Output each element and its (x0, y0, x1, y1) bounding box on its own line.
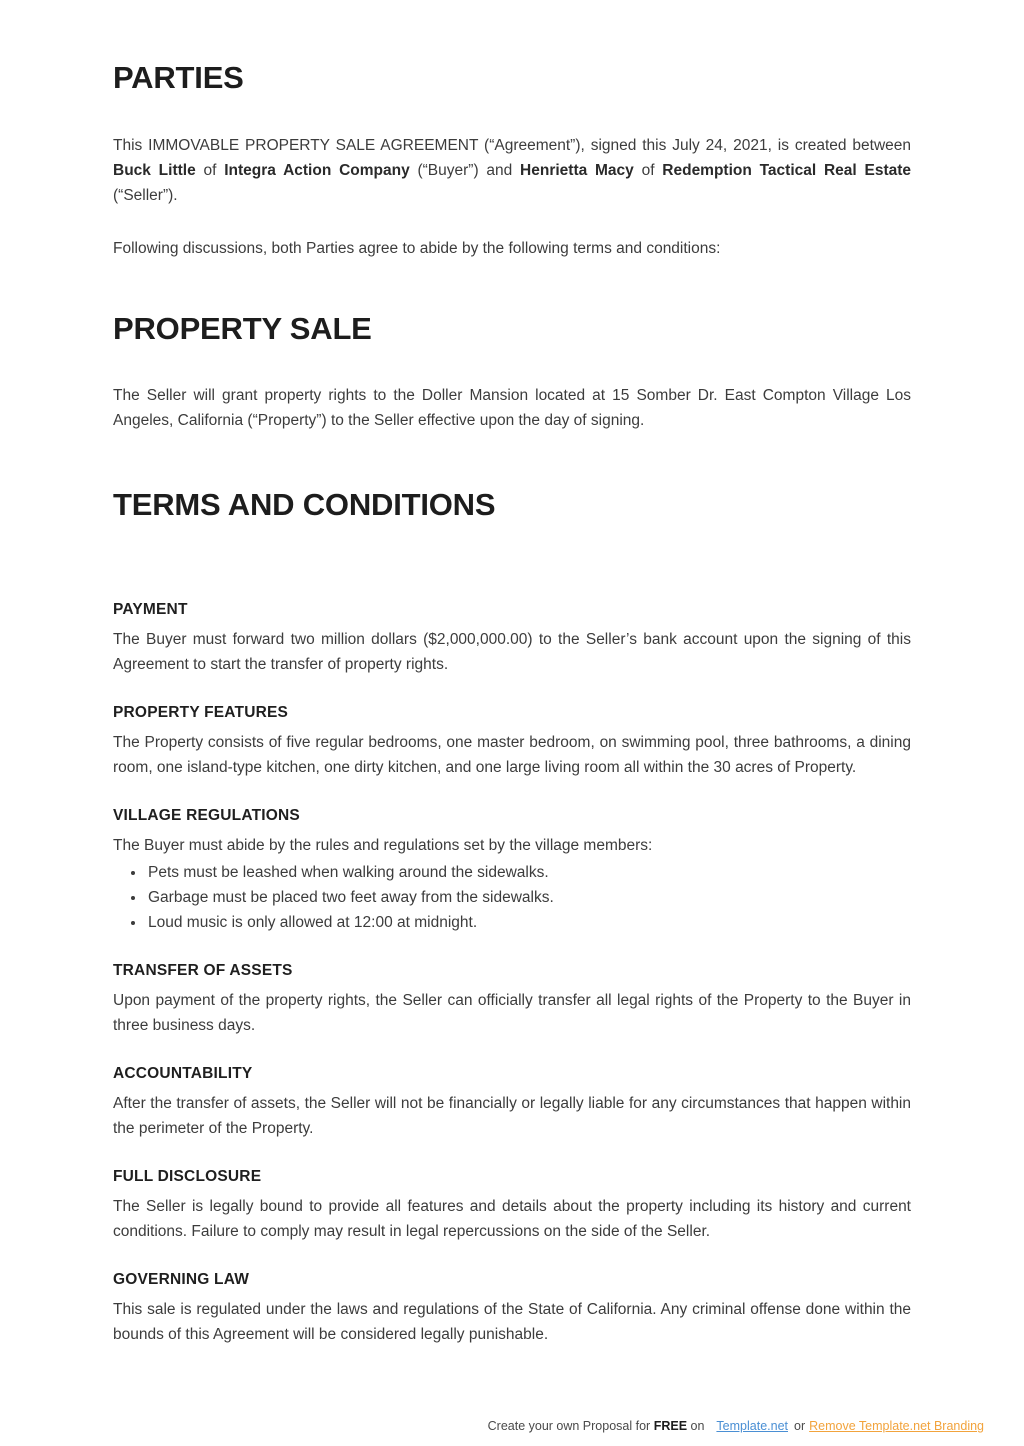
term-governing-law (113, 1271, 911, 1347)
term-title-full-disclosure: FULL DISCLOSURE (113, 1168, 262, 1185)
term-title-governing-law: GOVERNING LAW (113, 1271, 250, 1288)
buyer-company: Integra Action Company (224, 162, 410, 179)
remove-branding-link[interactable]: Remove Template.net Branding (809, 1419, 984, 1433)
intro-segment: of (195, 162, 225, 179)
regulation-item: • Pets must be leashed when walking around the sidewalks. (146, 860, 911, 885)
term-body-village-regulations: The Buyer must abide by the rules and regulations set by the village members: (113, 837, 653, 854)
term-transfer-of-assets (113, 962, 911, 1038)
term-body-transfer-of-assets: Upon payment of the property rights, the Seller can officially transfer all legal rights of the Property to the Buyer in three business days. (113, 992, 911, 1034)
term-village-regulations (113, 807, 911, 935)
village-regulations-list (113, 860, 911, 935)
intro-segment: (“Seller”). (113, 187, 178, 204)
parties-intro-paragraph (113, 133, 911, 208)
term-payment (113, 601, 911, 677)
term-accountability (113, 1065, 911, 1141)
intro-segment: This IMMOVABLE PROPERTY SALE AGREEMENT (“Agreement”), signed this July 24, 2021, is created between (113, 137, 911, 154)
term-body-governing-law: This sale is regulated under the laws and regulations of the State of California. Any criminal offense done within the bounds of this Agreement will be considered legally punishable. (113, 1301, 911, 1343)
seller-name: Henrietta Macy (520, 162, 634, 179)
footer-or-text: or (794, 1419, 806, 1433)
term-body-full-disclosure: The Seller is legally bound to provide all features and details about the property including its history and current conditions. Failure to comply may result in legal repercussions on the side of the Seller. (113, 1198, 911, 1240)
seller-company: Redemption Tactical Real Estate (662, 162, 912, 179)
buyer-name: Buck Little (113, 162, 196, 179)
footer-free-label: FREE (653, 1419, 688, 1433)
regulation-item: • Garbage must be placed two feet away from the sidewalks. (146, 885, 911, 910)
term-title-transfer-of-assets: TRANSFER OF ASSETS (113, 962, 293, 979)
term-property-features (113, 704, 911, 780)
template-net-link[interactable]: Template.net (716, 1419, 788, 1433)
term-body-payment: The Buyer must forward two million dollars ($2,000,000.00) to the Seller’s bank account upon the signing of this Agreement to start the transfer of property rights. (113, 631, 911, 673)
term-title-accountability: ACCOUNTABILITY (113, 1065, 253, 1082)
footer-text-prefix: Create your own Proposal for (487, 1419, 654, 1433)
intro-segment: of (633, 162, 663, 179)
property-sale-paragraph: The Seller will grant property rights to the Doller Mansion located at 15 Somber Dr. East Compton Village Los Angeles, California (“Property”) to the Seller effective upon the day of signing. (113, 387, 911, 429)
regulation-item: • Loud music is only allowed at 12:00 at midnight. (146, 910, 911, 935)
parties-heading: PARTIES (113, 60, 244, 95)
property-sale-heading: PROPERTY SALE (113, 311, 372, 346)
term-title-property-features: PROPERTY FEATURES (113, 704, 289, 721)
term-full-disclosure (113, 1168, 911, 1244)
parties-followup-paragraph: Following discussions, both Parties agree to abide by the following terms and conditions: (113, 240, 721, 257)
term-body-property-features: The Property consists of five regular bedrooms, one master bedroom, on swimming pool, three bathrooms, a dining room, one island-type kitchen, one dirty kitchen, and one large living room all within the 30 acres of Property. (113, 734, 911, 776)
intro-segment: (“Buyer”) and (409, 162, 521, 179)
footer-text-suffix: on (687, 1419, 705, 1433)
terms-heading: TERMS AND CONDITIONS (113, 487, 496, 522)
term-title-village-regulations: VILLAGE REGULATIONS (113, 807, 300, 824)
term-title-payment: PAYMENT (113, 601, 188, 618)
term-body-accountability: After the transfer of assets, the Seller will not be financially or legally liable for any circumstances that happen within the perimeter of the Property. (113, 1095, 911, 1137)
template-net-footer (488, 1418, 984, 1434)
